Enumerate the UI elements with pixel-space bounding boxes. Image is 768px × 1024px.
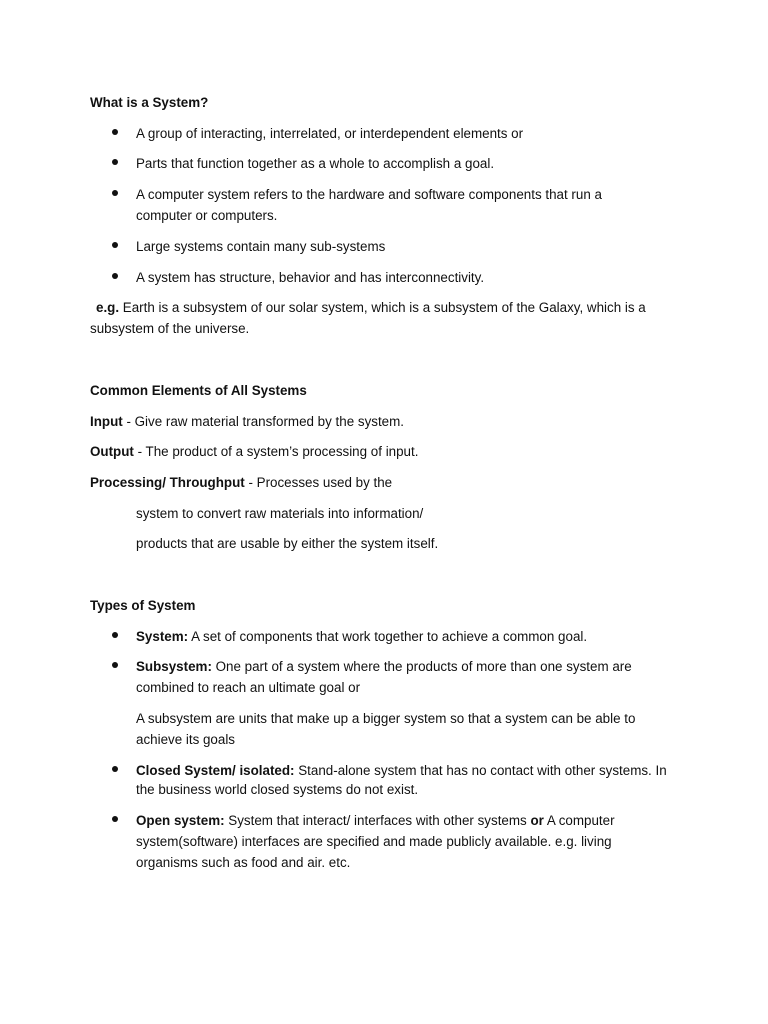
heading-common-elements: Common Elements of All Systems <box>90 383 307 398</box>
input-def: - Give raw material transformed by the system. <box>122 414 405 429</box>
list-item: Large systems contain many sub-systems <box>136 239 386 254</box>
processing-continuation: system to convert raw materials into information/ <box>136 506 424 521</box>
list-item <box>136 762 667 780</box>
list-item-continuation: the business world closed systems do not exist. <box>136 782 419 797</box>
bullet-icon <box>112 129 118 135</box>
output-def: - The product of a system’s processing of input. <box>133 444 419 459</box>
closed-system-def: Stand-alone system that has no contact with other systems. In <box>294 763 667 778</box>
input-term: Input <box>90 414 123 429</box>
bullet-icon <box>112 273 118 279</box>
example-paragraph-continuation: subsystem of the universe. <box>90 321 250 336</box>
subsystem-extra: A subsystem are units that make up a bigger system so that a system can be able to <box>136 711 636 726</box>
processing-definition <box>90 474 392 492</box>
output-term: Output <box>90 444 134 459</box>
list-item-continuation: organisms such as food and air. etc. <box>136 855 351 870</box>
output-definition <box>90 443 418 461</box>
bullet-icon <box>112 632 118 638</box>
example-paragraph <box>90 299 646 317</box>
open-system-def-cont: A computer <box>543 813 615 828</box>
example-text: Earth is a subsystem of our solar system, which is a subsystem of the Galaxy, which is a <box>119 300 646 315</box>
open-system-or: or <box>530 813 544 828</box>
example-label: e.g. <box>96 300 120 315</box>
subsystem-def: One part of a system where the products of more than one system are <box>211 659 632 674</box>
list-item: A computer system refers to the hardware and software components that run a <box>136 187 602 202</box>
open-system-def: System that interact/ interfaces with other systems <box>224 813 531 828</box>
bullet-icon <box>112 242 118 248</box>
list-item-continuation: computer or computers. <box>136 208 278 223</box>
processing-def: - Processes used by the <box>244 475 393 490</box>
bullet-icon <box>112 159 118 165</box>
bullet-icon <box>112 190 118 196</box>
heading-types-of-system: Types of System <box>90 598 196 613</box>
heading-what-is-a-system: What is a System? <box>90 95 209 110</box>
bullet-icon <box>112 766 118 772</box>
input-definition <box>90 413 404 431</box>
subsystem-term: Subsystem: <box>136 659 212 674</box>
list-item-continuation: system(software) interfaces are specified and made publicly available. e.g. living <box>136 834 612 849</box>
system-term: System: <box>136 629 189 644</box>
list-item <box>136 812 615 830</box>
open-system-term: Open system: <box>136 813 225 828</box>
subsystem-extra-continuation: achieve its goals <box>136 732 235 747</box>
processing-term: Processing/ Throughput <box>90 475 245 490</box>
processing-continuation: products that are usable by either the system itself. <box>136 536 439 551</box>
list-item <box>136 628 587 646</box>
closed-system-term: Closed System/ isolated: <box>136 763 295 778</box>
list-item: A system has structure, behavior and has interconnectivity. <box>136 270 485 285</box>
bullet-icon <box>112 662 118 668</box>
list-item <box>136 658 632 676</box>
list-item: A group of interacting, interrelated, or interdependent elements or <box>136 126 524 141</box>
list-item-continuation: combined to reach an ultimate goal or <box>136 680 361 695</box>
bullet-icon <box>112 816 118 822</box>
system-def: A set of components that work together to achieve a common goal. <box>188 629 588 644</box>
list-item: Parts that function together as a whole to accomplish a goal. <box>136 156 495 171</box>
